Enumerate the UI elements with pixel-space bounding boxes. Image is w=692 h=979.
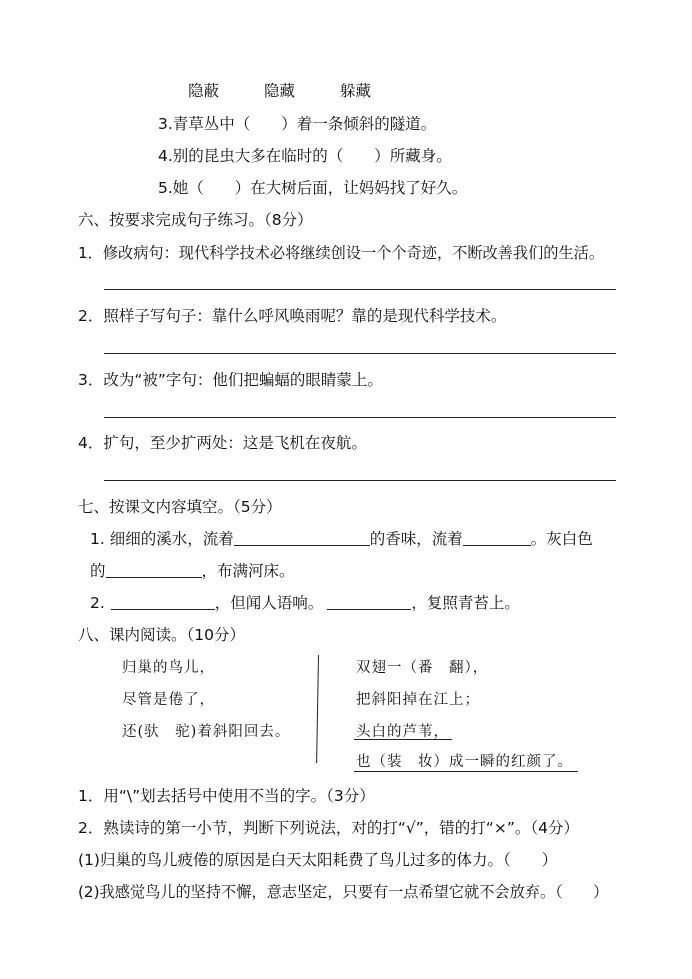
section7-line-2 bbox=[90, 560, 295, 582]
section6-item-4: 4．扩句，至少扩两处：这是飞机在夜航。 bbox=[78, 434, 367, 452]
text: 1. 细细的溪水，流着 bbox=[90, 530, 234, 548]
blank-4[interactable] bbox=[111, 593, 215, 610]
answer-line-2[interactable] bbox=[104, 353, 616, 354]
poem-left-line-1: 归巢的鸟儿， bbox=[122, 660, 215, 676]
blank-2[interactable] bbox=[463, 529, 531, 546]
text: ，复照青苔上。 bbox=[411, 594, 520, 612]
section7-line-3 bbox=[90, 592, 520, 614]
text: 的 bbox=[90, 562, 106, 580]
section6-item-3: 3．改为“被”字句：他们把蝙蝠的眼睛蒙上。 bbox=[78, 371, 383, 389]
text: ，布满河床。 bbox=[201, 562, 295, 580]
section6-item-2: 2．照样子写句子：靠什么呼风唤雨呢？靠的是现代科学技术。 bbox=[78, 307, 507, 325]
section8-question-2-2: (2)我感觉鸟儿的坚持不懈，意志坚定，只要有一点希望它就不会放弃。（ ） bbox=[78, 883, 609, 901]
poem-right-line-2: 把斜阳掉在江上； bbox=[356, 692, 480, 708]
underline-poem-3 bbox=[354, 739, 452, 740]
poem-left-line-3: 还(驮 驼)着斜阳回去。 bbox=[122, 724, 291, 740]
word-bank-item: 躲藏 bbox=[340, 82, 372, 100]
answer-line-1[interactable] bbox=[104, 289, 616, 290]
blank-3[interactable] bbox=[106, 561, 202, 578]
poem-divider bbox=[316, 655, 319, 763]
answer-line-3[interactable] bbox=[104, 417, 616, 418]
section8-heading: 八、课内阅读。（10分） bbox=[78, 626, 245, 644]
section7-line-1 bbox=[90, 528, 593, 550]
section8-question-2-1: (1)归巢的鸟儿疲倦的原因是白天太阳耗费了鸟儿过多的体力。（ ） bbox=[78, 851, 558, 869]
fill-item-5: 5.她（ ）在大树后面，让妈妈找了好久。 bbox=[158, 179, 468, 197]
poem-right-line-3: 头白的芦苇， bbox=[356, 724, 449, 740]
text: 的香味，流着 bbox=[369, 530, 463, 548]
text: 2. bbox=[90, 594, 105, 612]
word-bank-item: 隐蔽 bbox=[188, 82, 220, 100]
section6-item-1: 1．修改病句：现代科学技术必将继续创设一个个奇迹，不断改善我们的生活。 bbox=[78, 244, 605, 262]
fill-item-4: 4.别的昆虫大多在临时的（ ）所藏身。 bbox=[158, 147, 452, 165]
answer-line-4[interactable] bbox=[104, 480, 616, 481]
blank-1[interactable] bbox=[234, 529, 370, 546]
poem-left-line-2: 尽管是倦了， bbox=[122, 692, 215, 708]
poem-right-line-1: 双翅一（番 翻）， bbox=[356, 660, 489, 676]
fill-item-3: 3.青草丛中（ ）着一条倾斜的隧道。 bbox=[158, 115, 437, 133]
text: ，但闻人语响。 bbox=[214, 594, 324, 612]
poem-right-line-4: 也（装 妆）成一瞬的红颜了。 bbox=[356, 754, 573, 770]
word-bank-item: 隐藏 bbox=[264, 82, 296, 100]
section8-question-1: 1．用“\”划去括号中使用不当的字。（3分） bbox=[78, 787, 375, 805]
underline-poem-4 bbox=[354, 771, 578, 772]
section8-question-2: 2．熟读诗的第一小节，判断下列说法，对的打“√”，错的打“×”。（4分） bbox=[78, 819, 579, 837]
section7-heading: 七、按课文内容填空。（5分） bbox=[78, 498, 282, 516]
section6-heading: 六、按要求完成句子练习。（8分） bbox=[78, 211, 313, 229]
blank-5[interactable] bbox=[327, 593, 411, 610]
text: 。灰白色 bbox=[530, 530, 593, 548]
